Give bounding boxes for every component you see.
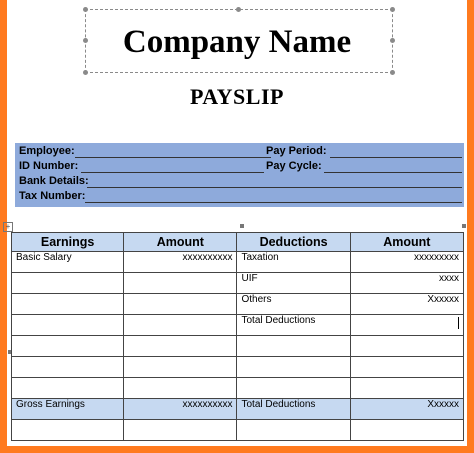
table-cell[interactable]: [237, 357, 350, 378]
table-cell[interactable]: [12, 273, 124, 294]
bank-details-field[interactable]: [87, 187, 462, 188]
deductions-amount-header: Amount: [350, 233, 463, 252]
employee-info-band: [15, 143, 464, 207]
earnings-amount-header: Amount: [124, 233, 237, 252]
earnings-header: Earnings: [12, 233, 124, 252]
table-cell[interactable]: xxxx: [350, 273, 463, 294]
info-row: [19, 159, 462, 174]
table-cell[interactable]: Xxxxxx: [350, 294, 463, 315]
table-cell[interactable]: [350, 315, 463, 336]
table-cell[interactable]: [12, 294, 124, 315]
table-cell[interactable]: Others: [237, 294, 350, 315]
table-cell[interactable]: [124, 315, 237, 336]
table-cell[interactable]: UIF: [237, 273, 350, 294]
pay-period-label: Pay Period:: [266, 145, 327, 157]
table-cell[interactable]: [124, 420, 237, 441]
table-cell[interactable]: [350, 420, 463, 441]
bank-details-label: Bank Details:: [19, 175, 89, 187]
info-row: [19, 189, 462, 204]
employee-label: Employee:: [19, 145, 75, 157]
id-number-field[interactable]: [81, 172, 264, 173]
table-cell[interactable]: Total Deductions: [237, 315, 350, 336]
table-header-row: [12, 233, 464, 252]
table-cell[interactable]: [12, 378, 124, 399]
totals-row: [12, 399, 464, 420]
tax-number-field[interactable]: [85, 202, 462, 203]
table-cell[interactable]: [124, 378, 237, 399]
table-cell[interactable]: xxxxxxxxx: [350, 252, 463, 273]
info-row: [19, 174, 462, 189]
table-cell[interactable]: [124, 336, 237, 357]
pay-cycle-field[interactable]: [324, 172, 462, 173]
table-cell[interactable]: [350, 378, 463, 399]
deductions-header: Deductions: [237, 233, 350, 252]
table-cell[interactable]: [124, 273, 237, 294]
table-row: [12, 294, 464, 315]
table-row: [12, 378, 464, 399]
tax-number-label: Tax Number:: [19, 190, 86, 202]
total-deductions-amount[interactable]: Xxxxxx: [350, 399, 463, 420]
gross-earnings-label[interactable]: Gross Earnings: [12, 399, 124, 420]
table-cell[interactable]: [12, 315, 124, 336]
employee-field[interactable]: [75, 157, 271, 158]
table-cell[interactable]: Basic Salary: [12, 252, 124, 273]
info-row: [19, 144, 462, 159]
payslip-table: [11, 232, 464, 441]
table-row: [12, 357, 464, 378]
payslip-table-container: [11, 232, 464, 446]
company-name: Company Name: [122, 24, 352, 60]
table-cell[interactable]: [12, 336, 124, 357]
resize-handle-icon[interactable]: [390, 70, 395, 75]
table-cell[interactable]: [350, 357, 463, 378]
table-cell[interactable]: [12, 357, 124, 378]
resize-handle-icon[interactable]: [390, 7, 395, 12]
table-resize-marker-icon[interactable]: [240, 224, 244, 228]
table-row: [12, 315, 464, 336]
document-title: PAYSLIP: [190, 84, 284, 109]
gross-earnings-amount[interactable]: xxxxxxxxxx: [124, 399, 237, 420]
table-move-handle-icon[interactable]: +: [3, 222, 13, 232]
table-cell[interactable]: [124, 357, 237, 378]
table-row: [12, 273, 464, 294]
id-number-label: ID Number:: [19, 160, 79, 172]
table-cell[interactable]: [237, 420, 350, 441]
table-cell[interactable]: [237, 378, 350, 399]
pay-cycle-label: Pay Cycle:: [266, 160, 322, 172]
table-cell[interactable]: [350, 336, 463, 357]
resize-handle-icon[interactable]: [83, 70, 88, 75]
resize-handle-icon[interactable]: [83, 7, 88, 12]
table-resize-marker-icon[interactable]: [462, 224, 466, 228]
table-cell[interactable]: [12, 420, 124, 441]
table-row: [12, 336, 464, 357]
table-cell[interactable]: Taxation: [237, 252, 350, 273]
table-cell[interactable]: [124, 294, 237, 315]
pay-period-field[interactable]: [330, 157, 462, 158]
resize-handle-icon[interactable]: [236, 7, 241, 12]
table-row: [12, 420, 464, 441]
table-row: [12, 252, 464, 273]
table-cell[interactable]: xxxxxxxxxx: [124, 252, 237, 273]
text-cursor-icon: [458, 317, 459, 329]
total-deductions-label[interactable]: Total Deductions: [237, 399, 350, 420]
table-cell[interactable]: [237, 336, 350, 357]
